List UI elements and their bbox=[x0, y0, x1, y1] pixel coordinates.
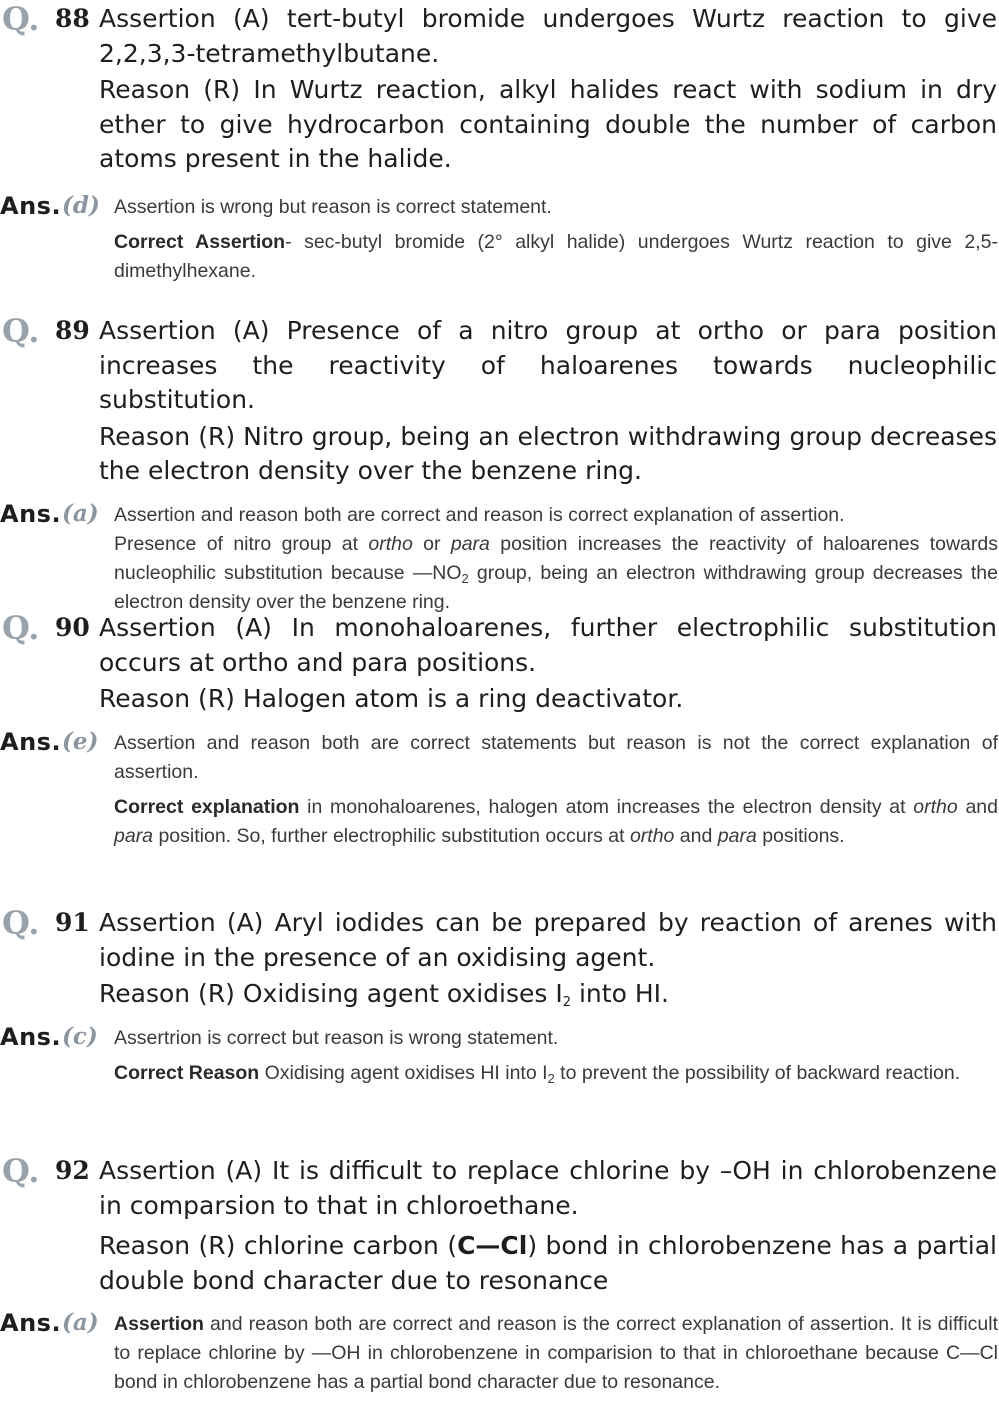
question-number: 90 bbox=[55, 613, 90, 642]
assertion-text: Assertion (A) It is difficult to replace chlorine by –OH in chlorobenzene in comparsion to that in chloroethane. bbox=[99, 1156, 997, 1220]
answer-block bbox=[0, 1310, 999, 1397]
answer-verdict: Assertrion is correct but reason is wrong statement. bbox=[114, 1026, 559, 1049]
assertion-text: Assertion (A) Aryl iodides can be prepared by reaction of arenes with iodine in the presence of an oxidising agent. bbox=[99, 908, 997, 972]
assertion-text: Assertion (A) Presence of a nitro group at ortho or para position increases the reactivity of haloarenes towards nucleophilic substitution. bbox=[99, 316, 997, 414]
reason-text: Reason (R) Nitro group, being an electron withdrawing group decreases the electron density over the benzene ring. bbox=[99, 421, 997, 485]
question-number: 91 bbox=[55, 908, 90, 937]
answer-verdict: Assertion and reason both are correct and reason is the correct explanation of assertion. It is difficult to replace chlorine by —OH in chlorobenzene in comparision to that in chloroethane because C—Cl bond in chlorobenzene has a partial bond character due to resonance. bbox=[114, 1313, 998, 1393]
question-number: 88 bbox=[55, 4, 90, 33]
answer-option: (a) bbox=[62, 499, 99, 527]
question-number: 92 bbox=[55, 1156, 90, 1185]
reason-text: Reason (R) Oxidising agent oxidises $I_2$ into HI. bbox=[99, 979, 669, 1010]
question-mark-icon: Q. bbox=[2, 609, 40, 647]
answer-label: Ans. bbox=[0, 727, 62, 756]
answer-verdict: Assertion and reason both are correct and reason is correct explanation of assertion. bbox=[114, 503, 845, 526]
answer-block bbox=[0, 729, 999, 851]
question-number: 89 bbox=[55, 316, 90, 345]
answer-option: (d) bbox=[62, 191, 100, 219]
question-mark-icon: Q. bbox=[2, 904, 40, 942]
answer-block bbox=[0, 1024, 999, 1088]
answer-label: Ans. bbox=[0, 1309, 62, 1337]
question-mark-icon: Q. bbox=[2, 1152, 40, 1190]
answer-option: (e) bbox=[62, 727, 99, 755]
question-mark-icon: Q. bbox=[2, 312, 40, 350]
question-89 bbox=[0, 314, 999, 617]
answer-block bbox=[0, 501, 999, 617]
answer-explanation: Presence of nitro group at ortho or para position increases the reactivity of haloarenes towards nucleophilic substitution because $—NO_2$ group, being an electron withdrawing group decreases the electron density over the benzene ring. bbox=[114, 532, 998, 613]
answer-note: Correct Reason Oxidising agent oxidises HI into $I_2$ to prevent the possibility of backward reaction. bbox=[114, 1061, 961, 1086]
question-mark-icon: Q. bbox=[2, 0, 40, 38]
answer-note: Correct explanation in monohaloarenes, halogen atom increases the electron density at ortho and para position. So, further electrophilic substitution occurs at ortho and para positions. bbox=[114, 795, 998, 847]
answer-option: (a) bbox=[62, 1309, 99, 1336]
answer-note: Correct Assertion- sec-butyl bromide (2° alkyl halide) undergoes Wurtz reaction to give 2,5- dimethylhexane. bbox=[114, 230, 998, 282]
question-88 bbox=[0, 2, 999, 286]
answer-verdict: Assertion is wrong but reason is correct statement. bbox=[114, 195, 552, 218]
question-90 bbox=[0, 611, 999, 851]
reason-text: Reason (R) Halogen atom is a ring deactivator. bbox=[99, 684, 684, 713]
answer-label: Ans. bbox=[0, 499, 62, 528]
question-91 bbox=[0, 906, 999, 1088]
answer-verdict: Assertion and reason both are correct statements but reason is not the correct explanation of assertion. bbox=[114, 731, 998, 783]
question-92 bbox=[0, 1154, 999, 1397]
answer-label: Ans. bbox=[0, 1022, 62, 1051]
answer-option: (c) bbox=[62, 1022, 98, 1050]
reason-text: Reason (R) In Wurtz reaction, alkyl halides react with sodium in dry ether to give hydrocarbon containing double the number of carbon atoms present in the halide. bbox=[99, 75, 997, 173]
answer-label: Ans. bbox=[0, 191, 62, 220]
answer-block bbox=[0, 193, 999, 286]
assertion-text: Assertion (A) tert-butyl bromide undergoes Wurtz reaction to give 2,2,3,3-tetramethylbutane. bbox=[99, 4, 997, 68]
reason-text: Reason (R) chlorine carbon (C—Cl) bond in chlorobenzene has a partial double bond character due to resonance bbox=[99, 1231, 997, 1295]
assertion-text: Assertion (A) In monohaloarenes, further electrophilic substitution occurs at ortho and para positions. bbox=[99, 613, 997, 677]
